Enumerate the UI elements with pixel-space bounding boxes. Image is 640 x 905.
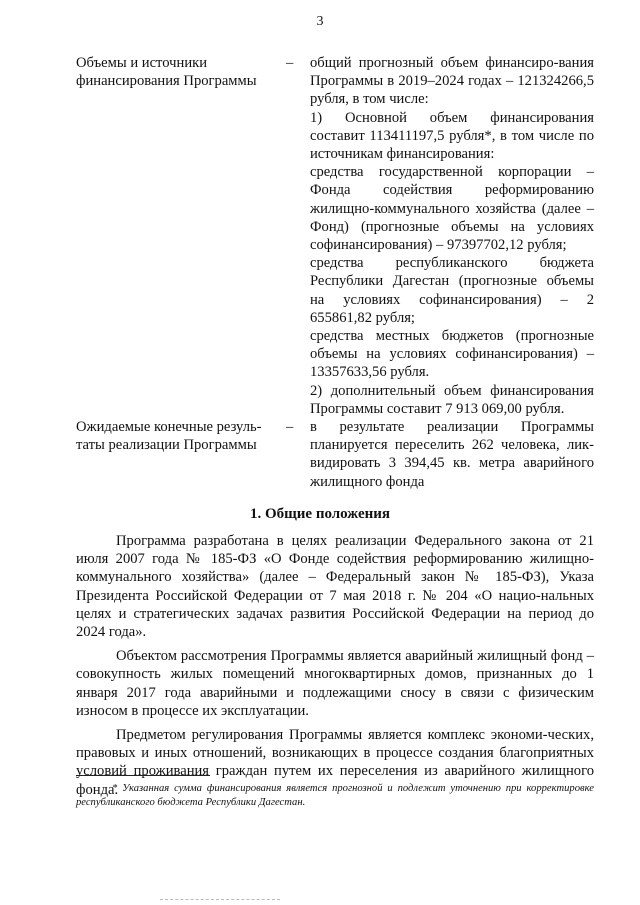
funding-dash: – xyxy=(286,55,294,71)
funding-label: Объемы и источники финансирования Программы xyxy=(76,55,257,89)
results-dash: – xyxy=(286,419,294,435)
section-paragraph-purpose: Программа разработана в целях реализации Федерального закона от 21 июля 2007 года № 185-ФЗ «О Фонде содействия реформированию жилищно-коммунального хозяйства» (далее – Федеральный закон № 185-ФЗ), Указа Президента Российской Федерации от 7 мая 2018 г. № 204 «О нацио-нальных целях и стратегических задачах развития Российской Федерации на период до 2024 года». xyxy=(76,533,594,641)
funding-paragraph-total: общий прогнозный объем финансиро-вания Программы в 2019–2024 годах – 121324266,5 рубля, в том числе: xyxy=(310,55,594,108)
scan-artifact-line xyxy=(160,899,280,901)
funding-paragraph-local: средства местных бюджетов (прогнозные объемы на условиях софинансирования) – 13357633,56 рубля. xyxy=(310,328,594,381)
funding-paragraph-additional: 2) дополнительный объем финансирования Программы составит 7 913 069,00 рубля. xyxy=(310,382,594,417)
section-heading: 1. Общие положения xyxy=(249,506,391,522)
funding-value xyxy=(310,54,594,418)
section-paragraph-subject: Предметом регулирования Программы является комплекс экономи-ческих, правовых и иных отношений, возникающих в процессе создания благоприятных условий проживания граждан путем их переселения из аварийного жилищного фонда. xyxy=(76,727,594,798)
section-body xyxy=(76,532,594,805)
funding-paragraph-fund: средства государственной корпорации – Фонда содействия реформированию жилищно-коммунального хозяйства (далее – Фонд) (прогнозные объемы на условиях софинансирования) – 97397702,12 рубля; xyxy=(310,164,594,254)
section-paragraph-object: Объектом рассмотрения Программы является аварийный жилищный фонд – совокупность жилых помещений многоквартирных домов, признанных до 1 января 2017 года аварийными и подлежащими сносу в связи с физическим износом в процессе их эксплуатации. xyxy=(76,648,594,719)
results-value: в результате реализации Программы планируется переселить 262 человека, лик-видировать 3 394,45 кв. метра аварийного жилищного фонда xyxy=(310,419,594,490)
funding-paragraph-republic: средства республиканского бюджета Республики Дагестан (прогнозные объемы на условиях софинансирования) – 2 655861,82 рубля; xyxy=(310,255,594,326)
footnote-divider xyxy=(76,775,210,776)
footnote: * Указанная сумма финансирования является прогнозной и подлежит уточнению при корректировке республиканского бюджета Республики Дагестан. xyxy=(76,783,594,808)
funding-paragraph-main: 1) Основной объем финансирования составит 113411197,5 рубля*, в том числе по источникам финансирования: xyxy=(310,109,594,163)
results-label: Ожидаемые конечные резуль-таты реализации Программы xyxy=(76,419,262,453)
page-number: 3 xyxy=(316,14,324,29)
